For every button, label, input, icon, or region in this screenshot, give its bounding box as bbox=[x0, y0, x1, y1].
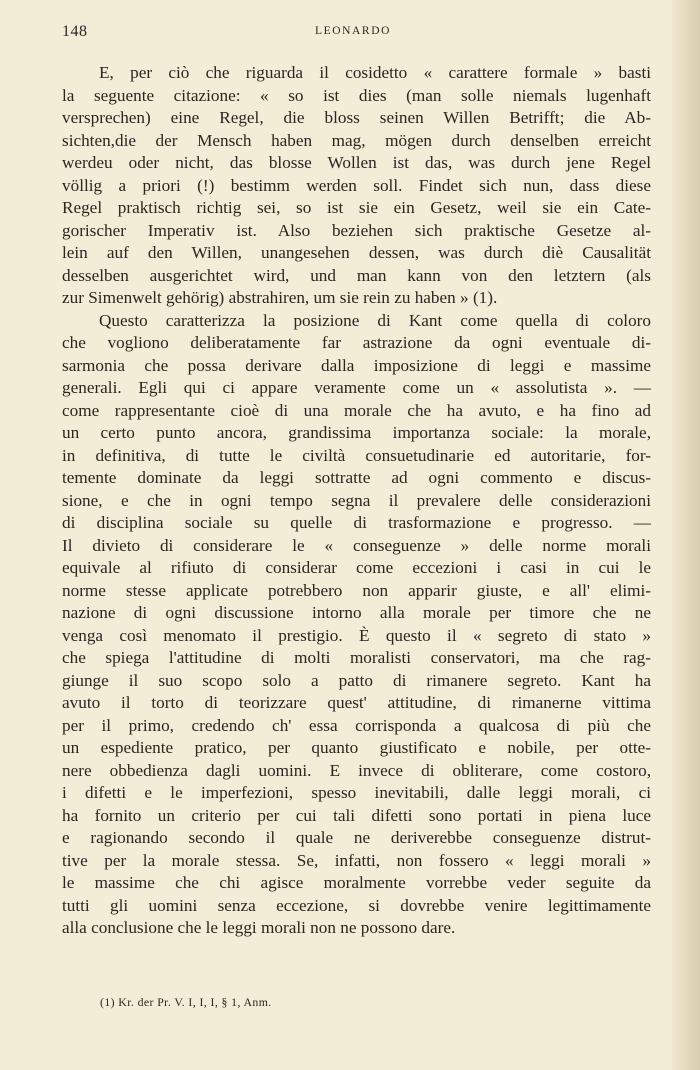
text-line: le massime che chi agisce moralmente vorrebbe veder seguite da bbox=[62, 873, 651, 892]
text-line: tive per la morale stessa. Se, infatti, non fossero « leggi morali » bbox=[62, 850, 651, 870]
text-line: zur Simenwelt gehörig) abstrahiren, um sie rein zu haben » (1). bbox=[62, 288, 498, 307]
text-line: tutti gli uomini senza eccezione, si dovrebbe venire legittimamente bbox=[62, 895, 651, 915]
text-line: equivale al rifiuto di considerar come eccezioni i casi in cui le bbox=[62, 558, 651, 577]
text-line: un certo punto ancora, grandissima importanza sociale: la morale, bbox=[62, 423, 651, 442]
text-line: sarmonia che possa derivare dalla imposizione di leggi e massime bbox=[62, 355, 651, 375]
page-header bbox=[62, 23, 644, 43]
text-line: venga così menomato il prestigio. È questo il « segreto di stato » bbox=[62, 625, 651, 645]
text-line: per il primo, credendo ch' essa corrisponda a qualcosa di più che bbox=[62, 715, 651, 735]
text-line: norme stesse applicate potrebbero non apparir giuste, e all' elimi- bbox=[62, 580, 651, 600]
text-line: di disciplina sociale su quelle di trasformazione e progresso. — bbox=[62, 513, 651, 532]
text-line: völlig a priori (!) bestimm werden soll. Findet sich nun, dass diese bbox=[62, 175, 651, 195]
text-line: Questo caratterizza la posizione di Kant come quella di coloro bbox=[99, 310, 651, 330]
text-line: ha fornito un criterio per cui tali difetti sono portati in piena luce bbox=[62, 805, 651, 825]
text-line: Il divieto di considerare le « conseguenze » delle norme morali bbox=[62, 535, 651, 555]
text-line: generali. Egli qui ci appare veramente come un « assolutista ». — bbox=[62, 378, 651, 397]
text-line: avuto il torto di teorizzare quest' attitudine, di rimanerne vittima bbox=[62, 693, 651, 712]
text-line: che vogliono deliberatamente far astrazione da ogni eventuale di- bbox=[62, 333, 651, 352]
text-line: giunge il suo scopo solo a patto di rimanere segreto. Kant ha bbox=[62, 670, 651, 690]
text-line: werdeu oder nicht, das blosse Wollen ist das, was durch jene Regel bbox=[62, 153, 651, 172]
text-line: un espediente pratico, per quanto giustificato e nobile, per otte- bbox=[62, 738, 651, 757]
text-line: in definitiva, di tutte le civiltà consuetudinarie ed autoritarie, for- bbox=[62, 445, 651, 465]
page-edge-shadow bbox=[672, 0, 700, 1070]
text-line: alla conclusione che le leggi morali non ne possono dare. bbox=[62, 918, 456, 937]
text-line: come rappresentante cioè di una morale che ha avuto, e ha fino ad bbox=[62, 400, 651, 420]
text-line: nazione di ogni discussione intorno alla morale per timore che ne bbox=[62, 603, 651, 622]
text-line: E, per ciò che riguarda il cosidetto « carattere formale » basti bbox=[99, 63, 651, 82]
text-line: Regel praktisch richtig sei, so ist sie ein Gesetz, weil sie ein Cate- bbox=[62, 198, 651, 217]
text-line: sione, e che in ogni tempo segna il prevalere delle considerazioni bbox=[62, 490, 651, 510]
text-line: che spiega l'attitudine di molti moralisti conservatori, ma che rag- bbox=[62, 648, 651, 667]
text-line: i difetti e le imperfezioni, spesso inevitabili, dalle leggi morali, ci bbox=[62, 783, 651, 802]
paragraph-1 bbox=[62, 62, 651, 310]
text-line: la seguente citazione: « so ist dies (man solle niemals lugenhaft bbox=[62, 85, 651, 105]
page-number: 148 bbox=[62, 23, 88, 40]
text-line: lein auf den Willen, unangesehen dessen, was durch diè Causalität bbox=[62, 243, 651, 262]
text-line: nere obbedienza dagli uomini. E invece di obliterare, come costoro, bbox=[62, 760, 651, 780]
text-line: sichten,die der Mensch haben mag, mögen durch denselben erreicht bbox=[62, 130, 651, 150]
paragraph-2 bbox=[62, 310, 651, 940]
footnote: (1) Kr. der Pr. V. I, I, I, § 1, Anm. bbox=[100, 995, 272, 1009]
body-text bbox=[62, 62, 651, 940]
running-head: LEONARDO bbox=[314, 25, 392, 37]
text-line: gorischer Imperativ ist. Also beziehen sich praktische Gesetze al- bbox=[62, 220, 651, 240]
text-line: e ragionando secondo il quale ne deriverebbe conseguenze distrut- bbox=[62, 828, 651, 847]
text-line: desselben ausgerichtet wird, und man kann von den letztern (als bbox=[62, 265, 651, 285]
text-line: versprechen) eine Regel, die bloss seinen Willen Betrifft; die Ab- bbox=[62, 108, 651, 127]
text-line: temente dominate da leggi sottratte ad ogni commento e discus- bbox=[62, 468, 651, 487]
